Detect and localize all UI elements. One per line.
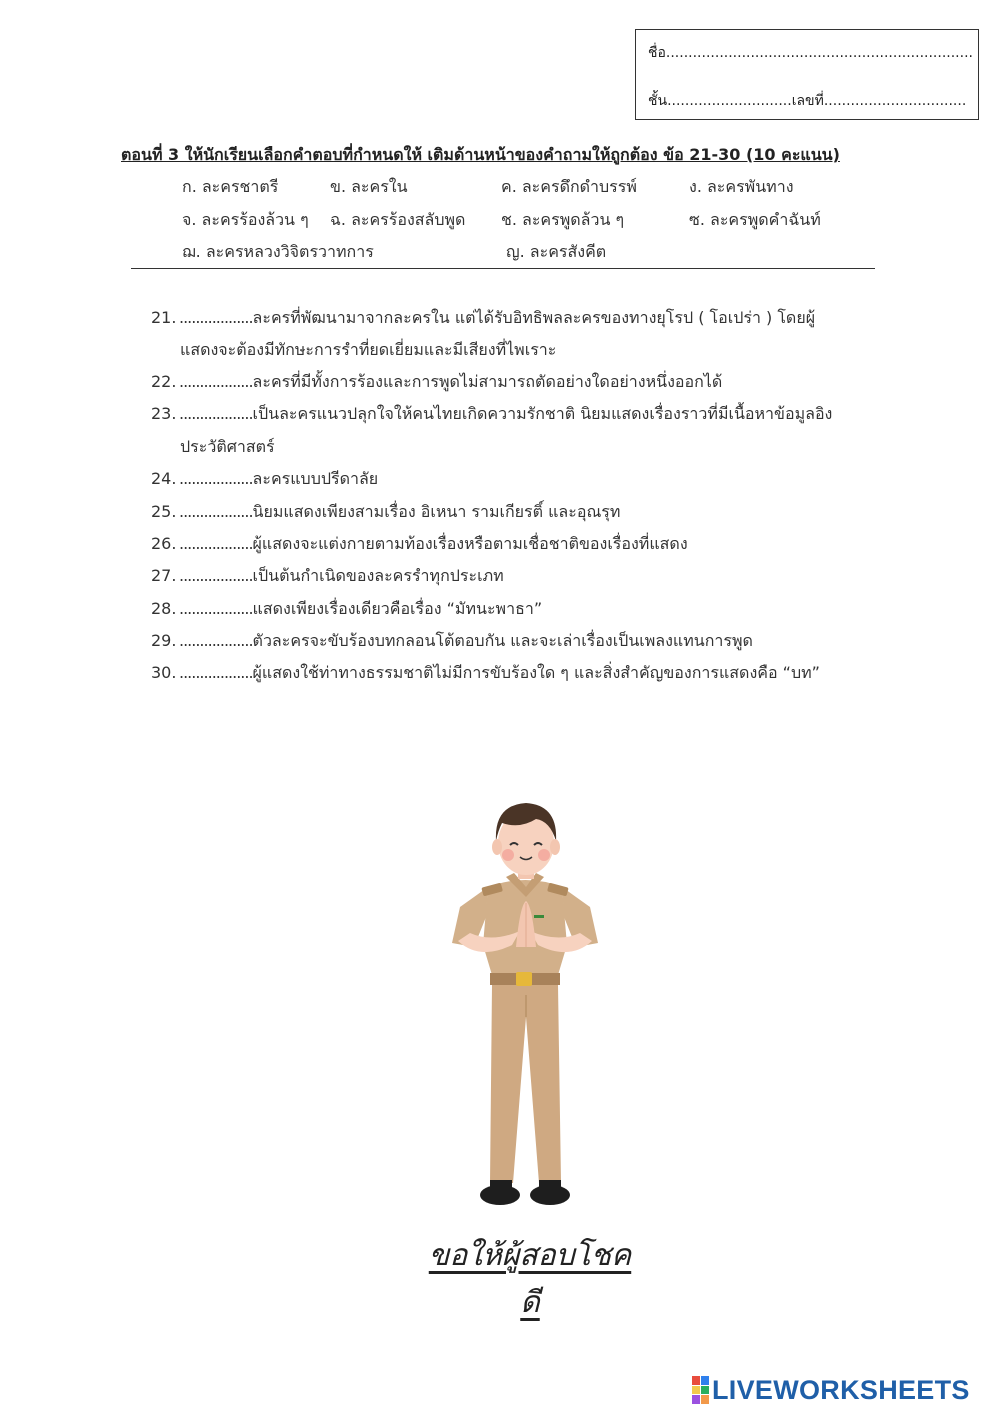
question-27: [151, 564, 504, 589]
question-22: [151, 370, 722, 395]
choice-cho-chang: ช. ละครพูดล้วน ๆ: [501, 210, 625, 229]
section-divider: [131, 268, 875, 269]
choice-kho-khwai: ค. ละครดึกดำบรรพ์: [501, 177, 637, 196]
section-instruction: ตอนที่ 3 ให้นักเรียนเลือกคำตอบที่กำหนดให้ เติมด้านหน้าของคำถามให้ถูกต้อง ข้อ 21-30 (10 คะแนน): [121, 145, 840, 164]
class-number-field[interactable]: [648, 90, 966, 112]
class-blank[interactable]: ............................: [667, 93, 792, 109]
question-text: ละครที่พัฒนามาจากละครใน แต่ได้รับอิทธิพลละครของทางยุโรป ( โอเปร่า ) โดยผู้: [252, 308, 816, 327]
question-number: 30.: [151, 663, 177, 682]
answer-blank-25[interactable]: ..................: [179, 502, 253, 521]
question-text: ละครแบบปรีดาลัย: [252, 469, 379, 488]
choice-kho: ข. ละครใน: [330, 177, 408, 196]
question-30: [151, 661, 820, 686]
choice-chho: ฉ. ละครร้องสลับพูด: [330, 210, 466, 229]
good-luck-message: ขอให้ผู้สอบโชคดี: [428, 1238, 632, 1320]
question-text: เป็นละครแนวปลุกใจให้คนไทยเกิดความรักชาติ นิยมแสดงเรื่องราวที่มีเนื้อหาข้อมูลอิง: [252, 404, 833, 423]
choice-ko: ก. ละครชาตรี: [182, 177, 279, 196]
liveworksheets-logo-icon: [692, 1376, 709, 1404]
question-number: 21.: [151, 308, 177, 327]
question-26: [151, 532, 688, 557]
answer-blank-23[interactable]: ..................: [179, 404, 253, 423]
choice-so: ซ. ละครพูดคำฉันท์: [689, 210, 821, 229]
question-23-continued: ประวัติศาสตร์: [180, 437, 275, 456]
question-number: 29.: [151, 631, 177, 650]
question-number: 23.: [151, 404, 177, 423]
choice-cho: จ. ละครร้องล้วน ๆ: [182, 210, 309, 229]
question-number: 25.: [151, 502, 177, 521]
question-text: ละครที่มีทั้งการร้องและการพูดไม่สามารถตัดอย่างใดอย่างหนึ่งออกได้: [252, 372, 723, 391]
question-text: ตัวละครจะขับร้องบทกลอนโต้ตอบกัน และจะเล่าเรื่องเป็นเพลงแทนการพูด: [252, 631, 753, 650]
number-label: เลขที่: [791, 93, 824, 109]
question-text: ผู้แสดงจะแต่งกายตามท้องเรื่องหรือตามเชื่อชาติของเรื่องที่แสดง: [252, 534, 688, 553]
question-number: 22.: [151, 372, 177, 391]
question-text: ผู้แสดงใช้ท่าทางธรรมชาติไม่มีการขับร้องใด ๆ และสิ่งสำคัญของการแสดงคือ “บท”: [252, 663, 820, 682]
answer-blank-26[interactable]: ..................: [179, 534, 253, 553]
question-21: [151, 306, 815, 331]
question-24: [151, 467, 378, 492]
answer-blank-21[interactable]: ..................: [179, 308, 253, 327]
question-text: เป็นต้นกำเนิดของละครรำทุกประเภท: [252, 566, 504, 585]
question-29: [151, 629, 753, 654]
answer-blank-29[interactable]: ..................: [179, 631, 253, 650]
question-text: แสดงเพียงเรื่องเดียวคือเรื่อง “มัทนะพาธา”: [252, 599, 543, 618]
question-25: [151, 500, 620, 525]
choice-cho-choe: ฌ. ละครหลวงวิจิตรวาทการ: [182, 242, 374, 261]
question-number: 24.: [151, 469, 177, 488]
choice-yo: ญ. ละครสังคีต: [506, 242, 607, 261]
answer-blank-24[interactable]: ..................: [179, 469, 253, 488]
student-name-field[interactable]: ชื่อ.....................................................................: [648, 45, 973, 61]
question-21-continued: แสดงจะต้องมีทักษะการรำที่ยดเยี่ยมและมีเสียงที่ไพเราะ: [180, 340, 557, 359]
question-28: [151, 597, 542, 622]
answer-blank-27[interactable]: ..................: [179, 566, 253, 585]
question-number: 27.: [151, 566, 177, 585]
number-blank[interactable]: ................................: [823, 93, 967, 109]
question-number: 28.: [151, 599, 177, 618]
question-23: [151, 402, 832, 427]
question-text: นิยมแสดงเพียงสามเรื่อง อิเหนา รามเกียรติ์ และอุณรุท: [252, 502, 621, 521]
choice-ngo: ง. ละครพันทาง: [689, 177, 794, 196]
student-info-box: [635, 29, 979, 120]
answer-blank-30[interactable]: ..................: [179, 663, 253, 682]
answer-blank-28[interactable]: ..................: [179, 599, 253, 618]
answer-blank-22[interactable]: ..................: [179, 372, 253, 391]
class-label: ชั้น: [648, 93, 668, 109]
liveworksheets-brand[interactable]: [692, 1373, 970, 1407]
brand-name: LIVEWORKSHEETS: [712, 1374, 970, 1405]
question-number: 26.: [151, 534, 177, 553]
teacher-wai-illustration: [440, 795, 610, 1215]
